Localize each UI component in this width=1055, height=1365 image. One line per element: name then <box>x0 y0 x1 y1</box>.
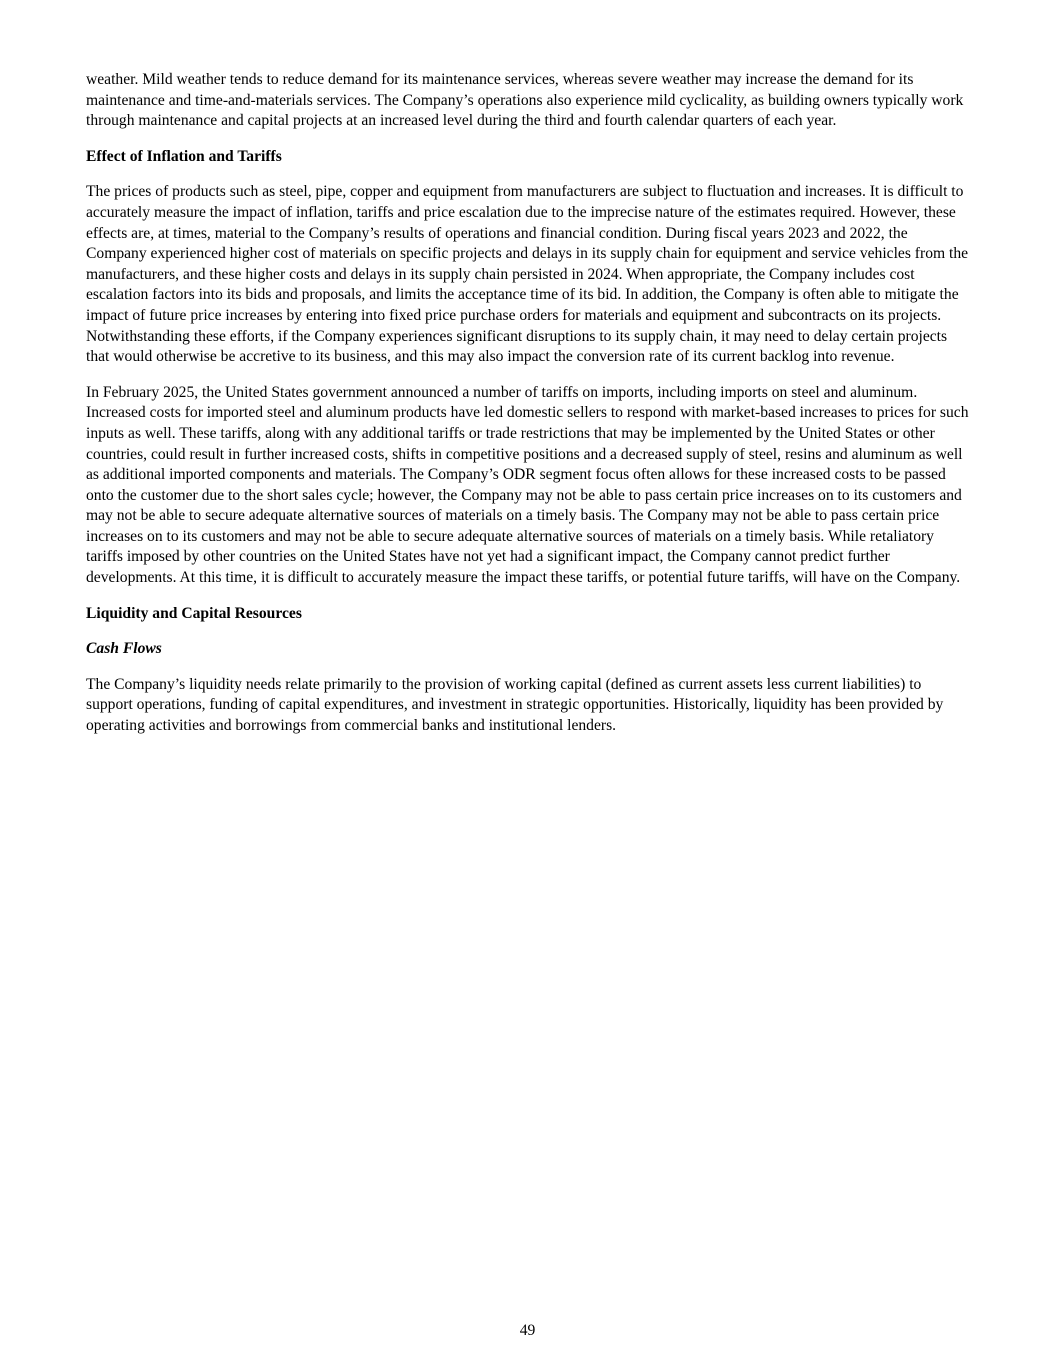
page-number: 49 <box>519 1322 536 1339</box>
heading-inflation-tariffs: Effect of Inflation and Tariffs <box>86 147 282 165</box>
paragraph-seasonality: weather. Mild weather tends to reduce demand for its maintenance services, whereas severe weather may increase the demand for its maintenance and time-and-materials services. The Company’s operations also experience mild cyclicality, as building owners typically work through maintenance and capital projects at an increased level during the third and fourth calendar quarters of each year. <box>86 71 964 130</box>
subheading-cash-flows: Cash Flows <box>86 640 162 658</box>
paragraph-inflation-1: The prices of products such as steel, pipe, copper and equipment from manufacturers are subject to fluctuation and increases. It is difficult to accurately measure the impact of inflation, tariffs and price escalation due to the imprecise nature of the estimates required. However, these effects are, at times, material to the Company’s results of operations and financial condition. During fiscal years 2023 and 2022, the Company experienced higher cost of materials on specific projects and delays in its supply chain for equipment and service vehicles from the manufacturers, and these higher costs and delays in its supply chain persisted in 2024. When appropriate, the Company includes cost escalation factors into its bids and proposals, and limits the acceptance time of its bid. In addition, the Company is often able to mitigate the impact of future price increases by entering into fixed price purchase orders for materials and equipment and subcontracts on its projects. Notwithstanding these efforts, if the Company experiences significant disruptions to its supply chain, it may need to delay certain projects that would otherwise be accretive to its business, and this may also impact the conversion rate of its current backlog into revenue. <box>86 183 969 366</box>
paragraph-inflation-2: In February 2025, the United States government announced a number of tariffs on imports, including imports on steel and aluminum. Increased costs for imported steel and aluminum products have led domestic sellers to respond with market-based increases to prices for such inputs as well. These tariffs, along with any additional tariffs or trade restrictions that may be implemented by the United States or other countries, could result in further increased costs, shifts in competitive positions and a decreased supply of steel, resins and aluminum as well as additional imported components and materials. The Company’s ODR segment focus often allows for these increased costs to be passed onto the customer due to the short sales cycle; however, the Company may not be able to pass certain price increases on to its customers and may not be able to secure adequate alternative sources of materials on a timely basis. The Company may not be able to pass certain price increases on to its customers and may not be able to secure adequate alternative sources of materials on a timely basis. While retaliatory tariffs imposed by other countries on the United States have not yet had a significant impact, the Company cannot predict further developments. At this time, it is difficult to accurately measure the impact these tariffs, or potential future tariffs, will have on the Company. <box>86 383 969 587</box>
document-body <box>86 70 970 752</box>
paragraph-liquidity: The Company’s liquidity needs relate primarily to the provision of working capital (defined as current assets less current liabilities) to support operations, funding of capital expenditures, and investment in strategic opportunities. Historically, liquidity has been provided by operating activities and borrowings from commercial banks and institutional lenders. <box>86 675 944 735</box>
heading-liquidity: Liquidity and Capital Resources <box>86 604 302 622</box>
